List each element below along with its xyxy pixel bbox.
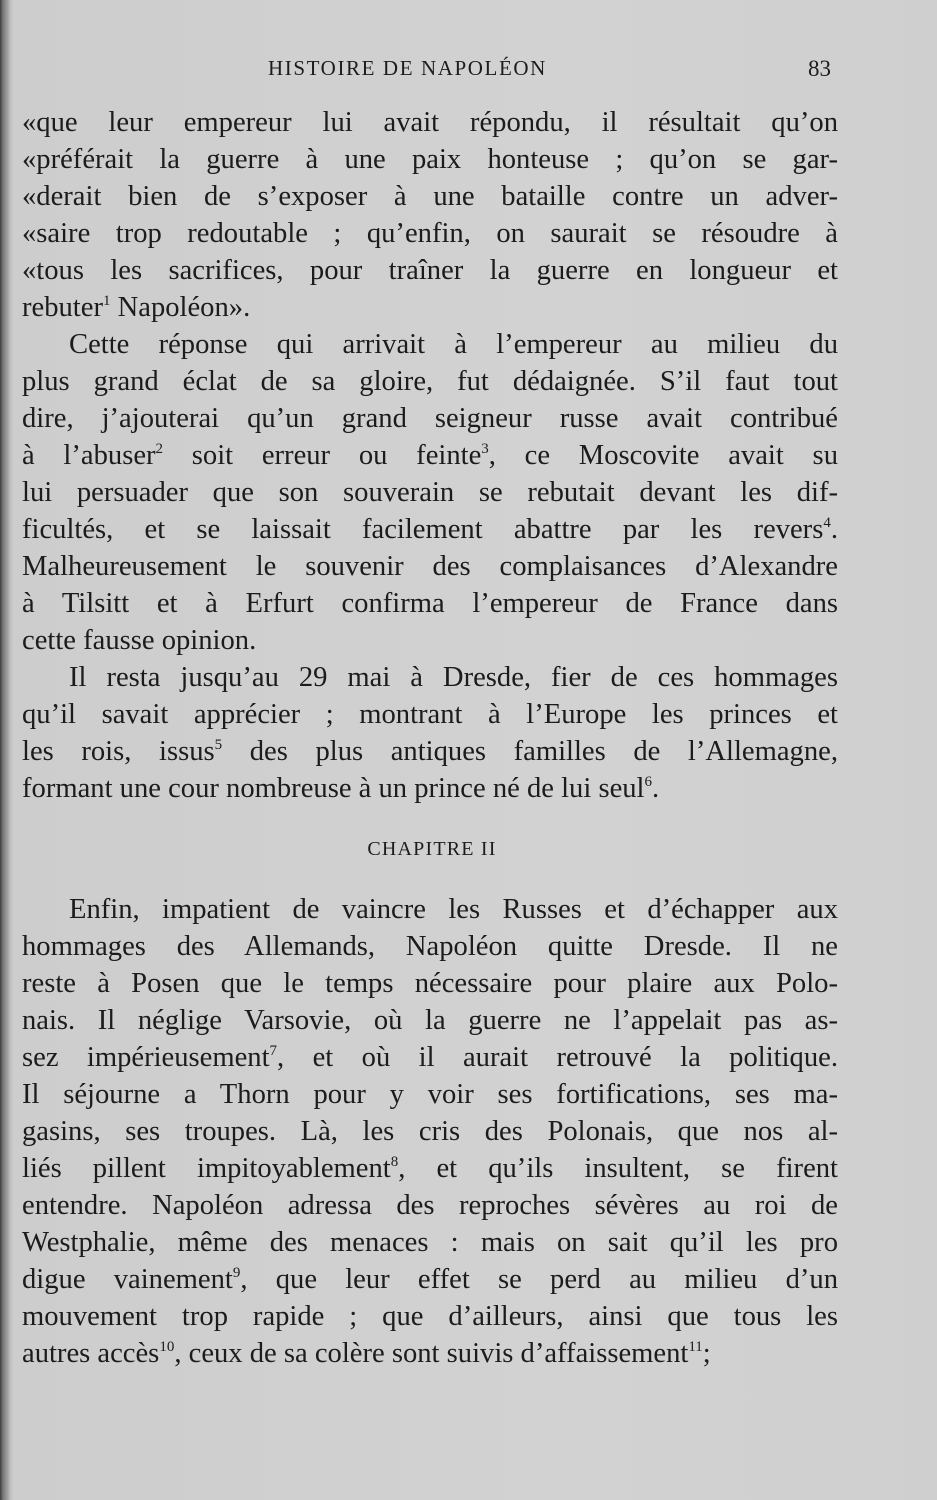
line-text: les rois, issus bbox=[22, 736, 215, 767]
line-text: mouvement trop rapide ; que d’ailleurs, ainsi que tous les bbox=[22, 1301, 838, 1332]
text-line bbox=[22, 1335, 838, 1372]
text-line bbox=[22, 104, 838, 141]
text-line bbox=[22, 141, 838, 178]
footnote-marker: 3 bbox=[481, 441, 489, 457]
footnote-marker: 2 bbox=[155, 441, 164, 457]
body-text bbox=[22, 104, 838, 1372]
line-text: cette fausse opinion. bbox=[22, 625, 257, 656]
paragraph-quote-end bbox=[22, 104, 838, 326]
line-text: Westphalie, même des menaces : mais on sait qu’il les pro bbox=[22, 1227, 838, 1258]
line-text: . bbox=[830, 514, 838, 545]
line-text: reste à Posen que le temps nécessaire pour plaire aux Polo- bbox=[22, 968, 838, 999]
text-line bbox=[22, 770, 838, 807]
line-text: Cette réponse qui arrivait à l’empereur au milieu du bbox=[69, 329, 838, 360]
text-line bbox=[22, 585, 838, 622]
text-line bbox=[22, 437, 838, 474]
line-text: «saire trop redoutable ; qu’enfin, on saurait se résoudre à bbox=[22, 218, 838, 249]
line-text: formant une cour nombreuse à un prince né de lui seul bbox=[22, 773, 645, 804]
text-line bbox=[22, 1224, 838, 1261]
line-text: . bbox=[652, 773, 660, 804]
text-line bbox=[22, 1261, 838, 1298]
text-line bbox=[22, 400, 838, 437]
line-text: ; bbox=[702, 1338, 711, 1369]
line-text: sez impérieusement bbox=[22, 1042, 270, 1073]
line-text: , ceux de sa colère sont suivis d’affaissement bbox=[174, 1338, 689, 1369]
book-spine-shadow bbox=[0, 0, 10, 1500]
line-text: , et qu’ils insultent, se firent bbox=[398, 1153, 838, 1184]
line-text: des plus antiques familles de l’Allemagne, bbox=[222, 736, 838, 767]
text-line bbox=[22, 289, 838, 326]
footnote-marker: 11 bbox=[688, 1339, 703, 1355]
line-text: soit erreur ou feinte bbox=[163, 440, 482, 471]
text-line bbox=[22, 696, 838, 733]
text-line bbox=[22, 733, 838, 770]
line-text: , que leur effet se perd au milieu d’un bbox=[240, 1264, 838, 1295]
line-text: qu’il savait apprécier ; montrant à l’Europe les princes et bbox=[22, 699, 838, 730]
text-line bbox=[22, 965, 838, 1002]
line-text: Il séjourne a Thorn pour y voir ses fortifications, ses ma- bbox=[22, 1079, 838, 1110]
text-line bbox=[22, 363, 838, 400]
text-line bbox=[22, 252, 838, 289]
text-line bbox=[22, 178, 838, 215]
line-text: plus grand éclat de sa gloire, fut dédaignée. S’il faut tout bbox=[22, 366, 838, 397]
footnote-marker: 5 bbox=[214, 737, 223, 753]
text-line bbox=[22, 474, 838, 511]
line-text: «tous les sacrifices, pour traîner la guerre en longueur et bbox=[22, 255, 838, 286]
line-text: rebuter bbox=[22, 292, 103, 323]
paragraph-chapter-text bbox=[22, 891, 838, 1372]
line-text: Il resta jusqu’au 29 mai à Dresde, fier de ces hommages bbox=[69, 662, 838, 693]
text-line bbox=[22, 928, 838, 965]
paragraph-dresde bbox=[22, 659, 838, 807]
text-line bbox=[22, 326, 838, 363]
footnote-marker: 9 bbox=[232, 1265, 241, 1281]
chapter-heading: CHAPITRE II bbox=[367, 838, 497, 860]
line-text: ficultés, et se laissait facilement abattre par les revers bbox=[22, 514, 824, 545]
text-line bbox=[22, 1039, 838, 1076]
line-text: «que leur empereur lui avait répondu, il résultait qu’on bbox=[22, 107, 838, 138]
line-text: Napoléon». bbox=[110, 292, 251, 323]
footnote-marker: 10 bbox=[159, 1339, 175, 1355]
line-text: à Tilsitt et à Erfurt confirma l’empereur de France dans bbox=[22, 588, 838, 619]
footnote-marker: 1 bbox=[102, 293, 111, 309]
running-title: HISTOIRE DE NAPOLÉON bbox=[268, 56, 547, 80]
line-text: gasins, ses troupes. Là, les cris des Polonais, que nos al- bbox=[22, 1116, 838, 1147]
footnote-marker: 4 bbox=[823, 515, 831, 531]
page-number: 83 bbox=[808, 56, 831, 81]
footnote-marker: 8 bbox=[390, 1154, 399, 1170]
line-text: hommages des Allemands, Napoléon quitte Dresde. Il ne bbox=[22, 931, 838, 962]
line-text: dire, j’ajouterai qu’un grand seigneur russe avait contribué bbox=[22, 403, 838, 434]
line-text: , et où il aurait retrouvé la politique. bbox=[277, 1042, 838, 1073]
line-text: à l’abuser bbox=[22, 440, 156, 471]
footnote-marker: 6 bbox=[644, 774, 653, 790]
text-line bbox=[22, 1113, 838, 1150]
line-text: entendre. Napoléon adressa des reproches sévères au roi de bbox=[22, 1190, 838, 1221]
text-line bbox=[22, 1002, 838, 1039]
line-text: liés pillent impitoyablement bbox=[22, 1153, 391, 1184]
line-text: nais. Il néglige Varsovie, où la guerre ne l’appelait pas as- bbox=[22, 1005, 838, 1036]
line-text: digue vainement bbox=[22, 1264, 233, 1295]
text-line bbox=[22, 622, 838, 659]
text-line bbox=[22, 1076, 838, 1113]
text-line bbox=[22, 215, 838, 252]
text-line bbox=[22, 511, 838, 548]
line-text: , ce Moscovite avait su bbox=[488, 440, 838, 471]
line-text: «préférait la guerre à une paix honteuse ; qu’on se gar- bbox=[22, 144, 838, 175]
text-line bbox=[22, 659, 838, 696]
text-line bbox=[22, 548, 838, 585]
page-header bbox=[0, 56, 937, 88]
line-text: Enfin, impatient de vaincre les Russes et d’échapper aux bbox=[69, 894, 838, 925]
text-line bbox=[22, 1298, 838, 1335]
footnote-marker: 7 bbox=[269, 1043, 278, 1059]
paragraph-reponse bbox=[22, 326, 838, 659]
text-line bbox=[22, 1187, 838, 1224]
text-line bbox=[22, 1150, 838, 1187]
line-text: lui persuader que son souverain se rebutait devant les dif- bbox=[22, 477, 838, 508]
line-text: autres accès bbox=[22, 1338, 160, 1369]
line-text: «derait bien de s’exposer à une bataille contre un adver- bbox=[22, 181, 838, 212]
text-line bbox=[22, 891, 838, 928]
line-text: Malheureusement le souvenir des complaisances d’Alexandre bbox=[22, 551, 838, 582]
